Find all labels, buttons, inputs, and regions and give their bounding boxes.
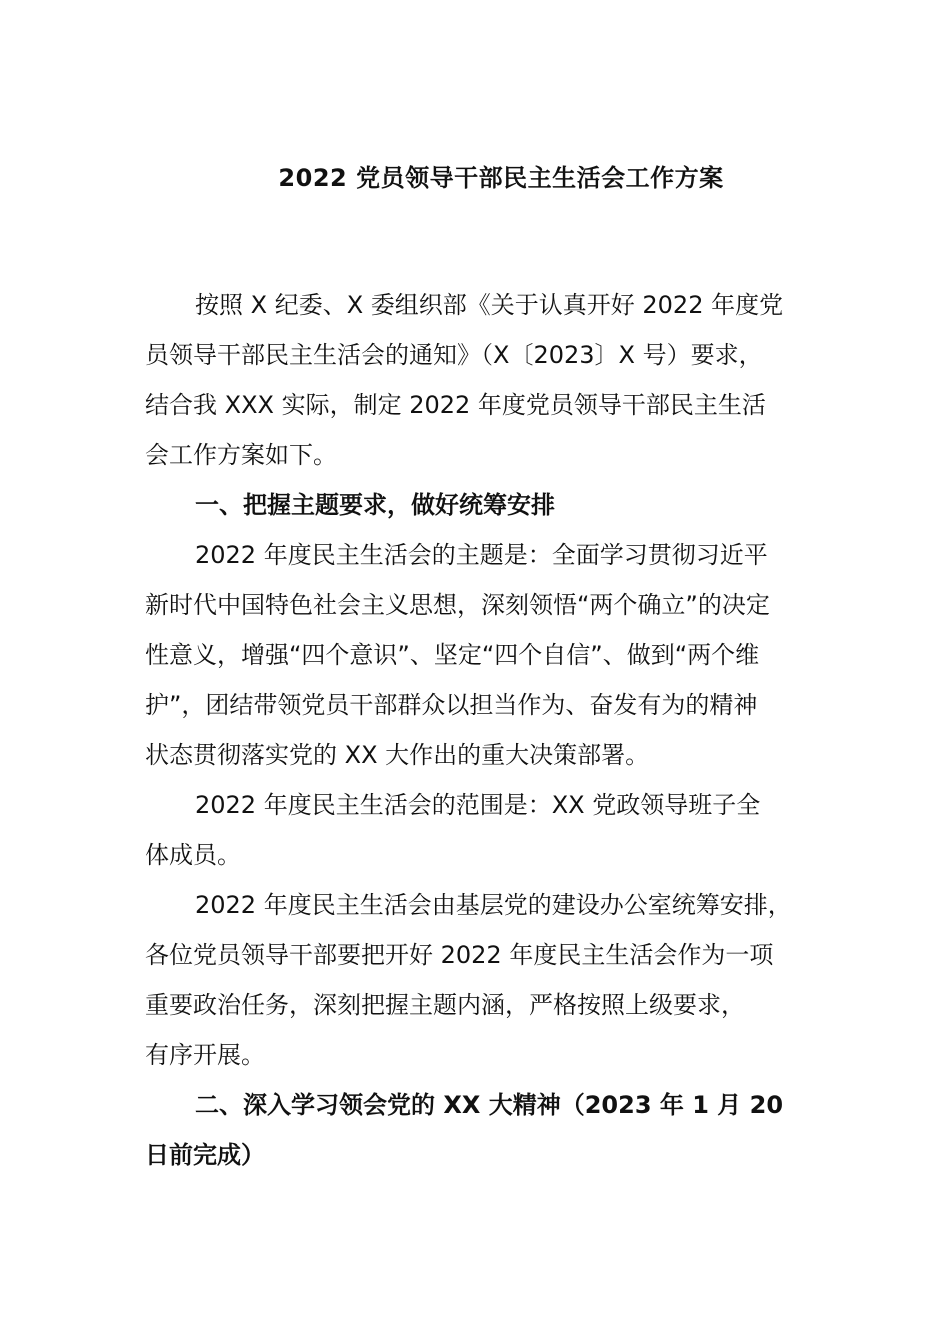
body-line: 重要政治任务，深刻把握主题内涵，严格按照上级要求，	[145, 991, 745, 1019]
body-line: 性意义，增强“四个意识”、坚定“四个自信”、做到“两个维	[145, 641, 760, 669]
body-line: 新时代中国特色社会主义思想，深刻领悟“两个确立”的决定	[145, 591, 770, 619]
body-line: 会工作方案如下。	[145, 441, 337, 469]
section-heading-2: 二、深入学习领会党的 XX 大精神（2023 年 1 月 20	[195, 1091, 784, 1119]
section-heading-1: 一、把握主题要求，做好统筹安排	[195, 491, 555, 519]
body-line: 2022 年度民主生活会的主题是：全面学习贯彻习近平	[195, 541, 768, 569]
body-line: 2022 年度民主生活会的范围是：XX 党政领导班子全	[195, 791, 761, 819]
body-line: 2022 年度民主生活会由基层党的建设办公室统筹安排，	[195, 891, 792, 919]
body-line: 员领导干部民主生活会的通知》（X〔2023〕X 号）要求，	[145, 341, 763, 369]
body-line: 各位党员领导干部要把开好 2022 年度民主生活会作为一项	[145, 941, 774, 969]
body-line: 体成员。	[145, 841, 241, 869]
document-title: 2022 党员领导干部民主生活会工作方案	[278, 164, 724, 192]
document-body	[145, 280, 845, 1180]
section-heading-2-cont: 日前完成）	[145, 1141, 265, 1169]
body-line: 结合我 XXX 实际，制定 2022 年度党员领导干部民主生活	[145, 391, 766, 419]
body-line: 按照 X 纪委、X 委组织部《关于认真开好 2022 年度党	[195, 291, 784, 319]
body-line: 有序开展。	[145, 1041, 265, 1069]
body-line: 状态贯彻落实党的 XX 大作出的重大决策部署。	[145, 741, 650, 769]
body-line: 护”，团结带领党员干部群众以担当作为、奋发有为的精神	[145, 691, 758, 719]
